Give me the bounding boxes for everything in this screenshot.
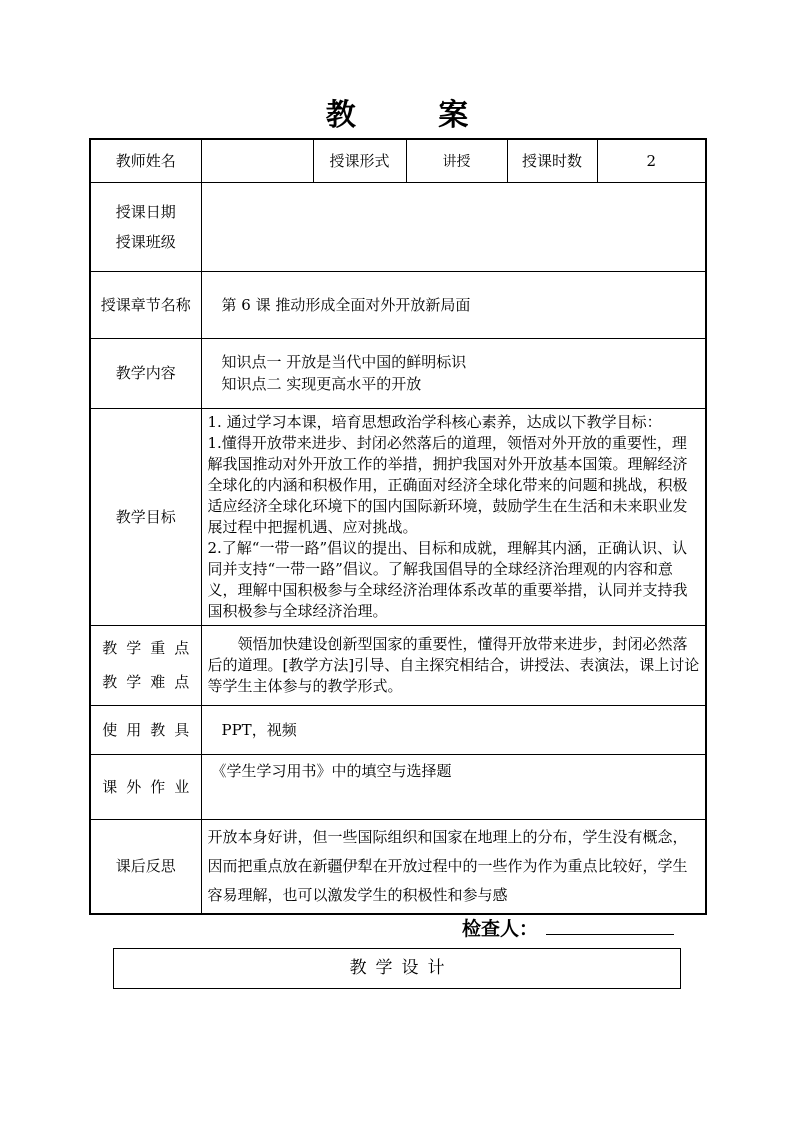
- teacher-name-value: [201, 139, 313, 182]
- teaching-date-label: 授课日期: [115, 202, 176, 221]
- page-title: 教 案: [325, 98, 505, 133]
- table-row: [90, 408, 706, 625]
- teaching-form-label: 授课形式: [313, 139, 406, 182]
- teaching-focus-label: 教学重点: [102, 639, 199, 657]
- reflection-text: 开放本身好讲，但一些国际组织和国家在地理上的分布，学生没有概念，因而把重点放在新疆伊犁在开放过程中的一些作为作为重点比较好，学生容易理解，也可以激发学生的积极性和参与感: [201, 819, 706, 914]
- date-class-labels: [90, 182, 201, 271]
- focus-difficulty-text: 领悟加快建设创新型国家的重要性，懂得开放带来进步，封闭必然落后的道理。[教学方法]引导、自主探究相结合，讲授法、表演法，课上讨论等学生主体参与的教学形式。: [201, 625, 706, 705]
- table-row: [90, 819, 706, 914]
- teaching-aids-value: PPT，视频: [201, 705, 706, 754]
- checker-signature-line: [546, 934, 674, 935]
- teaching-design-box: [113, 948, 681, 989]
- chapter-name-label: 授课章节名称: [90, 271, 201, 338]
- chapter-name-value: 第 6 课 推动形成全面对外开放新局面: [201, 271, 706, 338]
- teaching-content-label: 教学内容: [90, 338, 201, 408]
- teaching-form-value: 讲授: [406, 139, 507, 182]
- teaching-objectives-text: 1. 通过学习本课，培育思想政治学科核心素养，达成以下教学目标： 1.懂得开放带来进步、封闭必然落后的道理，领悟对外开放的重要性，理解我国推动对外开放工作的举措，拥护我国对外开放基本国策。理解经济全球化的内涵和积极作用，正确面对经济全球化带来的问题和挑战，积极适应经济全球化环境下的国内国际新环境，鼓励学生在生活和未来职业发展过程中把握机遇、应对挑战。 2.了解“一带一路”倡议的提出、目标和成就，理解其内涵，正确认识、认同并支持“一带一路”倡议。了解我国倡导的全球经济治理观的内容和意义，理解中国积极参与全球经济治理体系改革的重要举措，认同并支持我国积极参与全球经济治理。: [201, 408, 706, 625]
- teaching-class-label: 授课班级: [115, 232, 176, 251]
- homework-label: 课外作业: [90, 754, 201, 819]
- checker-label: 检查人：: [462, 918, 539, 940]
- teaching-design-label: 教学设计: [349, 958, 454, 978]
- teaching-hours-value: 2: [597, 139, 706, 182]
- homework-value: 《学生学习用书》中的填空与选择题: [201, 754, 706, 819]
- teaching-difficulty-label: 教学难点: [102, 673, 199, 691]
- lesson-plan-table: [89, 138, 707, 915]
- knowledge-point-2: 知识点二 实现更高水平的开放: [221, 375, 422, 393]
- date-class-value: [201, 182, 706, 271]
- table-row: [90, 754, 706, 819]
- table-row: [90, 182, 706, 271]
- table-row: [90, 139, 706, 182]
- knowledge-point-1: 知识点一 开放是当代中国的鲜明标识: [221, 353, 467, 371]
- teaching-aids-label: 使用教具: [90, 705, 201, 754]
- teacher-name-label: 教师姓名: [90, 139, 201, 182]
- focus-difficulty-labels: [90, 625, 201, 705]
- table-row: [90, 338, 706, 408]
- teaching-objectives-label: 教学目标: [90, 408, 201, 625]
- table-row: [90, 271, 706, 338]
- table-row: [90, 705, 706, 754]
- reflection-label: 课后反思: [90, 819, 201, 914]
- teaching-content-value: [201, 338, 706, 408]
- teaching-hours-label: 授课时数: [507, 139, 597, 182]
- table-row: [90, 625, 706, 705]
